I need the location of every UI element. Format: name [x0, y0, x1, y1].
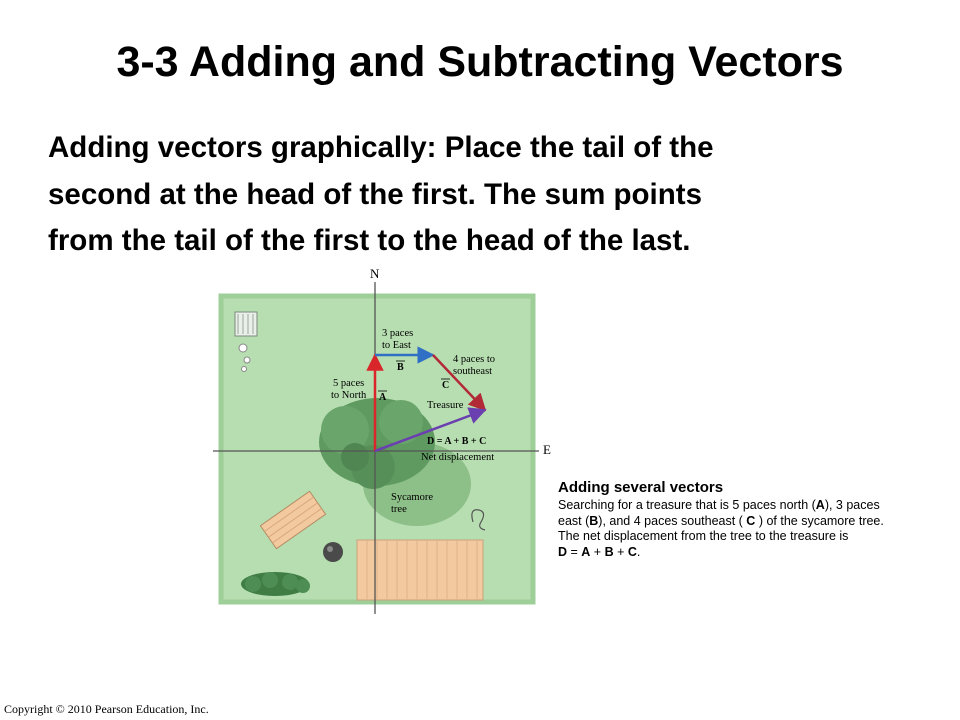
vector-b-label-line1: 3 paces [382, 328, 414, 339]
figure-caption [558, 478, 958, 560]
treasure-label: Treasure [427, 400, 464, 411]
vector-a-symbol: A [379, 392, 387, 403]
caption-line-2: east (B), and 4 paces southeast ( C ) of the sycamore tree. [558, 513, 884, 528]
vector-c-label-line2: southeast [453, 366, 493, 377]
vector-c-symbol: C [442, 380, 450, 391]
vector-a-label-line2: to North [331, 390, 367, 401]
body-text-line-3: from the tail of the first to the head of the last. [48, 224, 691, 257]
vector-c-label-line1: 4 paces to [453, 354, 495, 365]
caption-title: Adding several vectors [558, 479, 724, 496]
vector-d-equation: D = A + B + C [427, 436, 487, 447]
vector-b-symbol: B [397, 362, 404, 373]
caption-line-1: Searching for a treasure that is 5 paces north (A), 3 paces [558, 498, 880, 512]
vector-b-label-line2: to East [382, 340, 411, 351]
axis-label-north: N [370, 266, 380, 281]
net-displacement-label: Net displacement [421, 452, 495, 463]
caption-line-4: D = A + B + C. [558, 544, 641, 559]
slide-title: 3-3 Adding and Subtracting Vectors [116, 38, 844, 86]
tree-label-line1: Sycamore [391, 492, 433, 503]
rock-icon [323, 542, 343, 562]
vector-diagram [205, 262, 560, 624]
caption-line-3: The net displacement from the tree to the treasure is [558, 529, 849, 543]
body-text-line-2: second at the head of the first. The sum points [48, 178, 702, 211]
axis-label-east: E [543, 442, 551, 457]
copyright-notice: Copyright © 2010 Pearson Education, Inc. [4, 702, 209, 716]
body-text-line-1: Adding vectors graphically: Place the tail of the [48, 131, 714, 164]
vector-a-label-line1: 5 paces [333, 378, 365, 389]
tree-label-line2: tree [391, 504, 407, 515]
deck [357, 540, 483, 600]
